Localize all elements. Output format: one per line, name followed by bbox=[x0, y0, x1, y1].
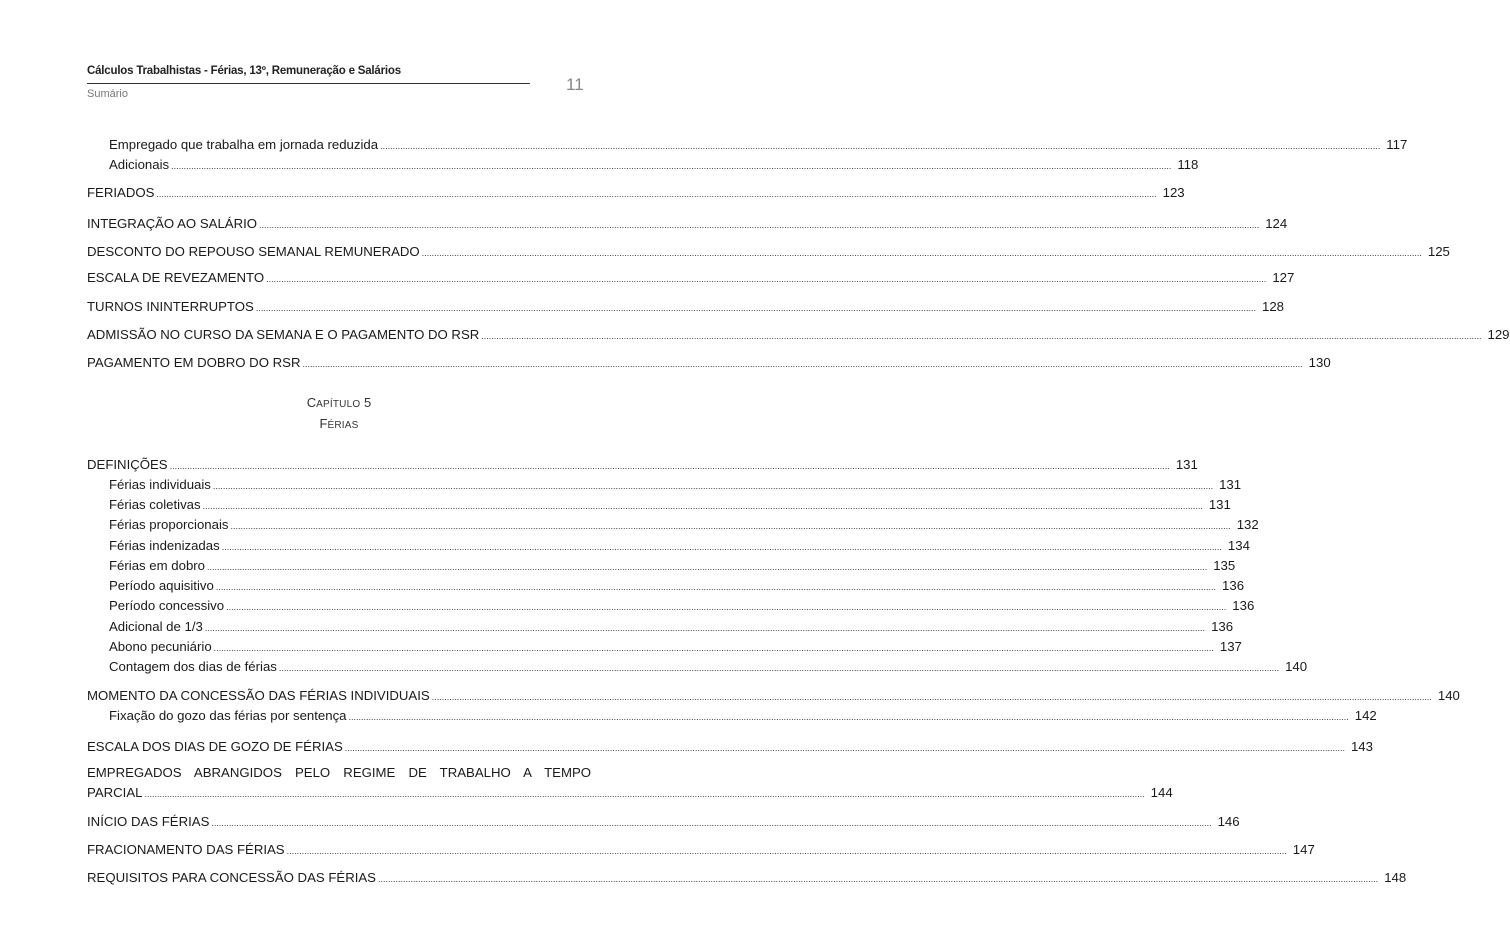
toc-entry[interactable] bbox=[87, 353, 1331, 373]
toc-entry-label: INÍCIO DAS FÉRIAS bbox=[87, 814, 210, 829]
dot-leader: ................................................................................................................................................................................................................................................................................................................................................................................................................ bbox=[481, 331, 1482, 341]
toc-entry-label: INTEGRAÇÃO AO SALÁRIO bbox=[87, 216, 258, 231]
toc-subentry[interactable] bbox=[109, 657, 1308, 677]
dot-leader: ................................................................................................................................................................................................................................................................................................................................................................................................................ bbox=[344, 743, 1345, 753]
toc-entry-label: Férias individuais bbox=[109, 477, 211, 492]
toc-entry-label: Fixação do gozo das férias por sentença bbox=[109, 708, 347, 723]
toc-entry-label: FERIADOS bbox=[87, 185, 155, 200]
toc-page-number: 137 bbox=[1219, 639, 1242, 654]
toc-page-number: 136 bbox=[1211, 619, 1234, 634]
dot-leader: ................................................................................................................................................................................................................................................................................................................................................................................................................ bbox=[207, 562, 1208, 572]
toc-page-number: 144 bbox=[1150, 785, 1173, 800]
toc-entry[interactable] bbox=[87, 183, 1185, 203]
toc-subentry[interactable] bbox=[109, 556, 1236, 576]
dot-leader: ................................................................................................................................................................................................................................................................................................................................................................................................................ bbox=[278, 663, 1280, 673]
toc-subentry[interactable] bbox=[109, 155, 1199, 175]
toc-entry-label: PAGAMENTO EM DOBRO DO RSR bbox=[87, 355, 301, 370]
toc-page-number: 124 bbox=[1265, 216, 1288, 231]
toc-page-number: 134 bbox=[1227, 538, 1250, 553]
toc-subentry[interactable] bbox=[109, 596, 1255, 616]
toc-entry-label: MOMENTO DA CONCESSÃO DAS FÉRIAS INDIVIDUAIS bbox=[87, 688, 430, 703]
toc-entry-label: PARCIAL bbox=[87, 785, 143, 800]
toc-entry[interactable] bbox=[87, 840, 1315, 860]
dot-leader: ................................................................................................................................................................................................................................................................................................................................................................................................................ bbox=[171, 161, 1172, 171]
toc-page-number: 129 bbox=[1487, 327, 1510, 342]
toc-entry-label: Período aquisitivo bbox=[109, 578, 214, 593]
toc-page-number: 128 bbox=[1262, 299, 1285, 314]
header-divider bbox=[87, 83, 530, 84]
toc-page-number: 131 bbox=[1175, 457, 1198, 472]
book-title: Cálculos Trabalhistas - Férias, 13º, Remuneração e Salários bbox=[87, 65, 401, 77]
toc-entry[interactable] bbox=[87, 214, 1288, 234]
toc-page-number: 123 bbox=[1162, 185, 1185, 200]
toc-subentry[interactable] bbox=[109, 515, 1259, 535]
dot-leader: ................................................................................................................................................................................................................................................................................................................................................................................................................ bbox=[380, 141, 1381, 151]
dot-leader: ................................................................................................................................................................................................................................................................................................................................................................................................................ bbox=[259, 220, 1260, 230]
dot-leader: ................................................................................................................................................................................................................................................................................................................................................................................................................ bbox=[421, 248, 1422, 258]
dot-leader: ................................................................................................................................................................................................................................................................................................................................................................................................................ bbox=[213, 643, 1214, 653]
dot-leader: ................................................................................................................................................................................................................................................................................................................................................................................................................ bbox=[202, 501, 1203, 511]
chapter-heading: CAPÍTULO 5 bbox=[306, 395, 372, 410]
dot-leader: ................................................................................................................................................................................................................................................................................................................................................................................................................ bbox=[377, 874, 1379, 884]
toc-subentry[interactable] bbox=[109, 495, 1231, 515]
dot-leader: ................................................................................................................................................................................................................................................................................................................................................................................................................ bbox=[169, 461, 1170, 471]
toc-entry[interactable] bbox=[87, 812, 1240, 832]
toc-page-number: 140 bbox=[1437, 688, 1460, 703]
toc-page-number: 132 bbox=[1236, 517, 1259, 532]
toc-entry-label: ESCALA DOS DIAS DE GOZO DE FÉRIAS bbox=[87, 739, 343, 754]
toc-entry[interactable] bbox=[87, 455, 1198, 475]
toc-entry-label: DESCONTO DO REPOUSO SEMANAL REMUNERADO bbox=[87, 244, 420, 259]
toc-subentry[interactable] bbox=[109, 706, 1377, 726]
toc-page-number: 146 bbox=[1217, 814, 1240, 829]
toc-entry[interactable] bbox=[87, 325, 1510, 345]
toc-entry-label: Contagem dos dias de férias bbox=[109, 659, 277, 674]
toc-entry-label: ESCALA DE REVEZAMENTO bbox=[87, 270, 265, 285]
toc-entry[interactable] bbox=[87, 686, 1460, 706]
toc-entry[interactable] bbox=[87, 297, 1285, 317]
toc-entry-label: Férias proporcionais bbox=[109, 517, 229, 532]
toc-subentry[interactable] bbox=[109, 536, 1250, 556]
toc-entry-label: ADMISSÃO NO CURSO DA SEMANA E O PAGAMENTO DO RSR bbox=[87, 327, 480, 342]
dot-leader: ................................................................................................................................................................................................................................................................................................................................................................................................................ bbox=[156, 189, 1157, 199]
toc-page-number: 130 bbox=[1308, 355, 1331, 370]
dot-leader: ................................................................................................................................................................................................................................................................................................................................................................................................................ bbox=[211, 818, 1212, 828]
chapter-title: FÉRIAS bbox=[319, 416, 359, 431]
toc-page-number: 135 bbox=[1213, 558, 1236, 573]
dot-leader: ................................................................................................................................................................................................................................................................................................................................................................................................................ bbox=[215, 582, 1217, 592]
toc-page-number: 140 bbox=[1285, 659, 1308, 674]
toc-subentry[interactable] bbox=[109, 617, 1234, 637]
toc-page-number: 136 bbox=[1232, 598, 1255, 613]
toc-entry[interactable] bbox=[87, 242, 1450, 262]
toc-page-number: 127 bbox=[1272, 270, 1295, 285]
toc-entry[interactable] bbox=[87, 783, 1173, 803]
toc-entry-label: Adicionais bbox=[109, 157, 170, 172]
toc-page-number: 131 bbox=[1219, 477, 1242, 492]
toc-subentry[interactable] bbox=[109, 475, 1242, 495]
toc-entry-label: Férias indenizadas bbox=[109, 538, 220, 553]
dot-leader: ................................................................................................................................................................................................................................................................................................................................................................................................................ bbox=[226, 602, 1227, 612]
dot-leader: ................................................................................................................................................................................................................................................................................................................................................................................................................ bbox=[286, 846, 1287, 856]
dot-leader: ................................................................................................................................................................................................................................................................................................................................................................................................................ bbox=[212, 481, 1214, 491]
toc-entry-label: TURNOS ININTERRUPTOS bbox=[87, 299, 254, 314]
page-number: 11 bbox=[566, 75, 584, 94]
toc-entry-label: Férias em dobro bbox=[109, 558, 206, 573]
toc-entry-label: Adicional de 1/3 bbox=[109, 619, 203, 634]
toc-entry-label: FRACIONAMENTO DAS FÉRIAS bbox=[87, 842, 285, 857]
toc-subentry[interactable] bbox=[109, 637, 1242, 657]
toc-entry[interactable] bbox=[87, 868, 1407, 888]
toc-page-number: 136 bbox=[1222, 578, 1245, 593]
toc-subentry[interactable] bbox=[109, 135, 1408, 155]
toc-page-number: 147 bbox=[1292, 842, 1315, 857]
dot-leader: ................................................................................................................................................................................................................................................................................................................................................................................................................ bbox=[302, 359, 1303, 369]
dot-leader: ................................................................................................................................................................................................................................................................................................................................................................................................................ bbox=[230, 521, 1231, 531]
toc-entry-label: REQUISITOS PARA CONCESSÃO DAS FÉRIAS bbox=[87, 870, 376, 885]
toc-entry-label: Abono pecuniário bbox=[109, 639, 212, 654]
toc-entry[interactable] bbox=[87, 268, 1295, 288]
toc-page-number: 143 bbox=[1350, 739, 1373, 754]
toc-page-number: 148 bbox=[1384, 870, 1407, 885]
toc-page-number: 142 bbox=[1354, 708, 1377, 723]
toc-page-number: 125 bbox=[1427, 244, 1450, 259]
toc-page-number: 118 bbox=[1177, 157, 1199, 172]
dot-leader: ................................................................................................................................................................................................................................................................................................................................................................................................................ bbox=[431, 692, 1432, 702]
dot-leader: ................................................................................................................................................................................................................................................................................................................................................................................................................ bbox=[204, 623, 1206, 633]
dot-leader: ................................................................................................................................................................................................................................................................................................................................................................................................................ bbox=[348, 712, 1349, 722]
toc-entry-label[interactable]: EMPREGADOS ABRANGIDOS PELO REGIME DE TRABALHO A TEMPO bbox=[87, 765, 591, 780]
section-subtitle: Sumário bbox=[87, 88, 128, 100]
toc-entry-label: DEFINIÇÕES bbox=[87, 457, 168, 472]
toc-entry[interactable] bbox=[87, 737, 1373, 757]
toc-page-number: 131 bbox=[1208, 497, 1231, 512]
toc-entry-label: Período concessivo bbox=[109, 598, 225, 613]
toc-subentry[interactable] bbox=[109, 576, 1245, 596]
dot-leader: ................................................................................................................................................................................................................................................................................................................................................................................................................ bbox=[255, 303, 1257, 313]
dot-leader: ................................................................................................................................................................................................................................................................................................................................................................................................................ bbox=[144, 789, 1145, 799]
toc-entry-label: Empregado que trabalha em jornada reduzida bbox=[109, 137, 379, 152]
toc-entry-label: Férias coletivas bbox=[109, 497, 201, 512]
toc-page-number: 117 bbox=[1386, 137, 1408, 152]
dot-leader: ................................................................................................................................................................................................................................................................................................................................................................................................................ bbox=[266, 274, 1267, 284]
dot-leader: ................................................................................................................................................................................................................................................................................................................................................................................................................ bbox=[221, 542, 1222, 552]
